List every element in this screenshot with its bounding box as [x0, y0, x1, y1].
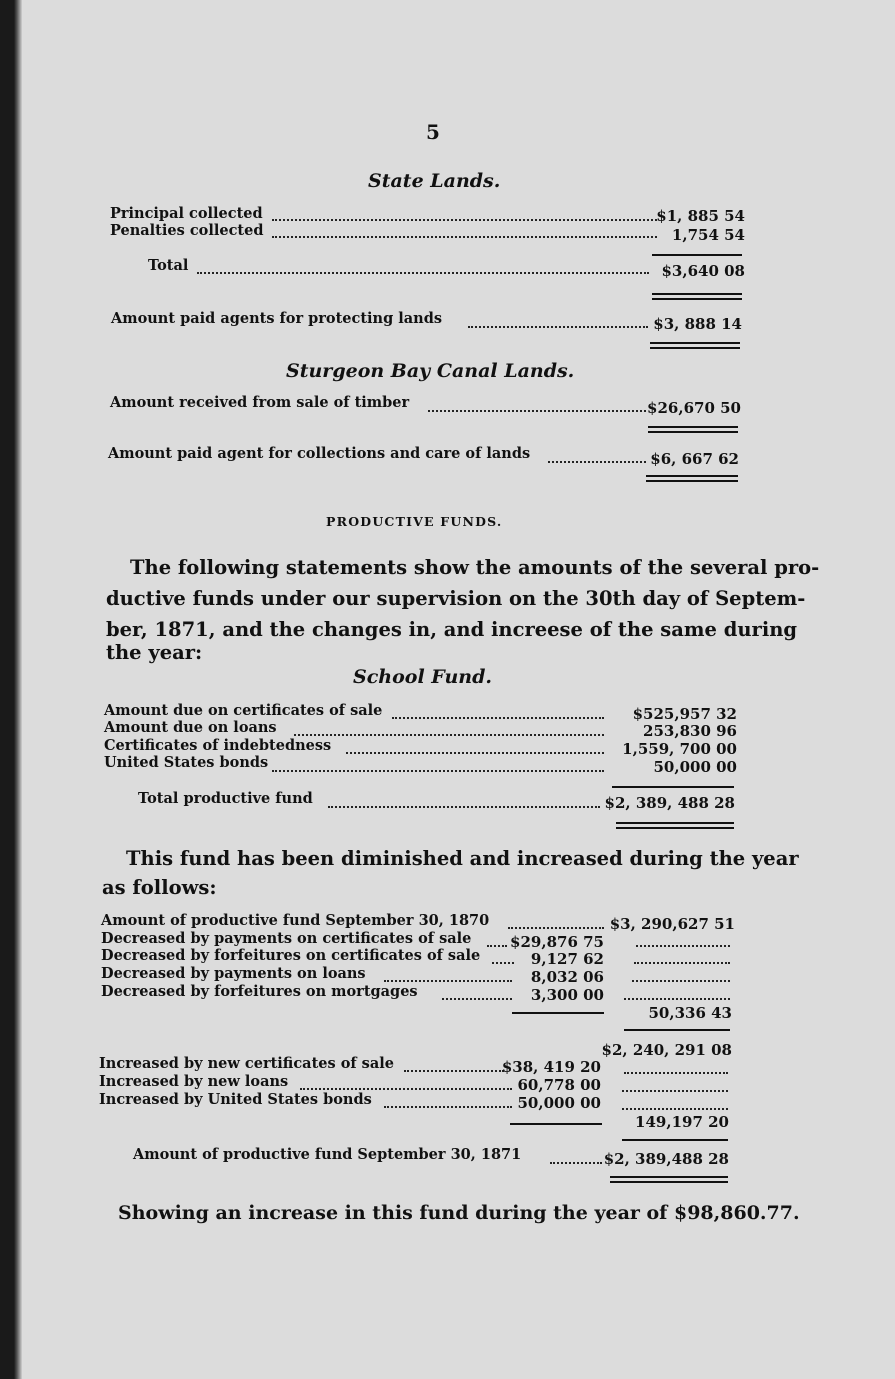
leader-dots — [634, 960, 730, 964]
loans-amount: 253,830 96 — [643, 722, 737, 740]
sum-rule — [612, 786, 734, 788]
agents-protecting-lands-amount: $3, 888 14 — [653, 315, 742, 333]
penalties-collected-label: Penalties collected — [110, 222, 264, 239]
intro-line-1: The following statements show the amounts of the several pro- — [130, 556, 820, 579]
leader-dots — [492, 960, 514, 964]
sturgeon-bay-heading: Sturgeon Bay Canal Lands. — [286, 360, 575, 382]
sum-rule — [512, 1012, 604, 1014]
increase-new-loans-label: Increased by new loans — [99, 1073, 289, 1090]
leader-dots — [487, 943, 507, 947]
leader-dots — [548, 459, 646, 463]
double-rule-top — [646, 475, 738, 477]
leader-dots — [392, 715, 604, 719]
leader-dots — [468, 324, 648, 328]
certificates-of-sale-label: Amount due on certificates of sale — [104, 702, 383, 719]
increase-new-certificates-amount: $38, 419 20 — [501, 1058, 601, 1076]
double-rule-top — [610, 1176, 728, 1178]
double-rule-bottom — [646, 480, 738, 482]
double-rule-top — [648, 426, 738, 428]
leader-dots — [632, 978, 730, 982]
double-rule-bottom — [650, 347, 740, 349]
double-rule-bottom — [610, 1181, 728, 1183]
increase-total-amount: 149,197 20 — [635, 1113, 729, 1131]
closing-fund-label: Amount of productive fund September 30, 1871 — [133, 1146, 522, 1163]
agents-protecting-lands-label: Amount paid agents for protecting lands — [111, 310, 443, 327]
increase-new-loans-amount: 60,778 00 — [517, 1076, 601, 1094]
decrease-payments-certificates-amount: $29,876 75 — [510, 933, 604, 951]
double-rule-bottom — [648, 431, 738, 433]
intro-line-4: the year: — [106, 641, 203, 664]
double-rule-bottom — [652, 298, 742, 300]
leader-dots — [428, 408, 646, 412]
increase-us-bonds-label: Increased by United States bonds — [99, 1091, 372, 1108]
timber-sale-label: Amount received from sale of timber — [110, 394, 410, 411]
leader-dots — [384, 978, 512, 982]
changes-line-1: This fund has been diminished and increased during the year — [126, 847, 799, 870]
book-binding-edge — [0, 0, 22, 1379]
agent-collections-label: Amount paid agent for collections and care of lands — [108, 445, 531, 462]
principal-collected-amount: $1, 885 54 — [656, 207, 745, 225]
leader-dots — [272, 234, 657, 238]
page-number: 5 — [426, 120, 440, 144]
changes-line-2: as follows: — [102, 876, 217, 899]
leader-dots — [294, 732, 604, 736]
leader-dots — [404, 1068, 504, 1072]
double-rule-top — [652, 293, 742, 295]
loans-label: Amount due on loans — [104, 719, 277, 736]
increase-us-bonds-amount: 50,000 00 — [517, 1094, 601, 1112]
intro-line-3: ber, 1871, and the changes in, and increese of the same during — [106, 618, 798, 641]
us-bonds-amount: 50,000 00 — [653, 758, 737, 776]
leader-dots — [550, 1160, 602, 1164]
indebtedness-label: Certificates of indebtedness — [104, 737, 332, 754]
timber-sale-amount: $26,670 50 — [647, 399, 741, 417]
opening-fund-label: Amount of productive fund September 30, 1870 — [101, 912, 490, 929]
increase-new-certificates-label: Increased by new certificates of sale — [99, 1055, 394, 1072]
total-productive-fund-label: Total productive fund — [138, 790, 313, 807]
closing-fund-amount: $2, 389,488 28 — [603, 1150, 729, 1168]
total-productive-fund-amount: $2, 389, 488 28 — [604, 794, 735, 812]
decrease-total-amount: 50,336 43 — [648, 1004, 732, 1022]
intro-line-2: ductive funds under our supervision on the 30th day of Septem- — [106, 587, 806, 610]
leader-dots — [384, 1104, 512, 1108]
decrease-payments-loans-label: Decreased by payments on loans — [101, 965, 366, 982]
sum-rule — [652, 254, 742, 256]
sum-rule — [624, 1029, 730, 1031]
decrease-forfeitures-mortgages-label: Decreased by forfeitures on mortgages — [101, 983, 418, 1000]
state-lands-total-amount: $3,640 08 — [661, 262, 745, 280]
subtotal-amount: $2, 240, 291 08 — [601, 1041, 732, 1059]
double-rule-top — [616, 822, 734, 824]
leader-dots — [442, 996, 512, 1000]
decrease-forfeitures-mortgages-amount: 3,300 00 — [530, 986, 604, 1004]
double-rule-bottom — [616, 827, 734, 829]
double-rule-top — [650, 342, 740, 344]
leader-dots — [508, 925, 604, 929]
leader-dots — [272, 217, 657, 221]
decrease-forfeitures-certificates-amount: 9,127 62 — [530, 950, 604, 968]
decrease-forfeitures-certificates-label: Decreased by forfeitures on certificates of sale — [101, 947, 481, 964]
productive-funds-heading: PRODUCTIVE FUNDS. — [326, 514, 503, 529]
penalties-collected-amount: 1,754 54 — [671, 226, 745, 244]
us-bonds-label: United States bonds — [104, 754, 269, 771]
state-lands-total-label: Total — [148, 257, 189, 274]
increase-summary: Showing an increase in this fund during the year of $98,860.77. — [118, 1202, 800, 1224]
sum-rule — [622, 1139, 728, 1141]
leader-dots — [272, 768, 604, 772]
leader-dots — [636, 943, 730, 947]
leader-dots — [622, 1088, 728, 1092]
leader-dots — [624, 1070, 728, 1074]
agent-collections-amount: $6, 667 62 — [650, 450, 739, 468]
leader-dots — [346, 750, 604, 754]
leader-dots — [622, 1106, 728, 1110]
decrease-payments-certificates-label: Decreased by payments on certificates of sale — [101, 930, 472, 947]
leader-dots — [300, 1086, 512, 1090]
opening-fund-amount: $3, 290,627 51 — [609, 915, 735, 933]
school-fund-heading: School Fund. — [353, 666, 492, 688]
indebtedness-amount: 1,559, 700 00 — [622, 740, 737, 758]
leader-dots — [197, 270, 649, 274]
decrease-payments-loans-amount: 8,032 06 — [530, 968, 604, 986]
principal-collected-label: Principal collected — [110, 205, 263, 222]
certificates-of-sale-amount: $525,957 32 — [632, 705, 737, 723]
leader-dots — [624, 996, 730, 1000]
state-lands-heading: State Lands. — [368, 170, 501, 192]
sum-rule — [510, 1123, 602, 1125]
leader-dots — [328, 804, 600, 808]
